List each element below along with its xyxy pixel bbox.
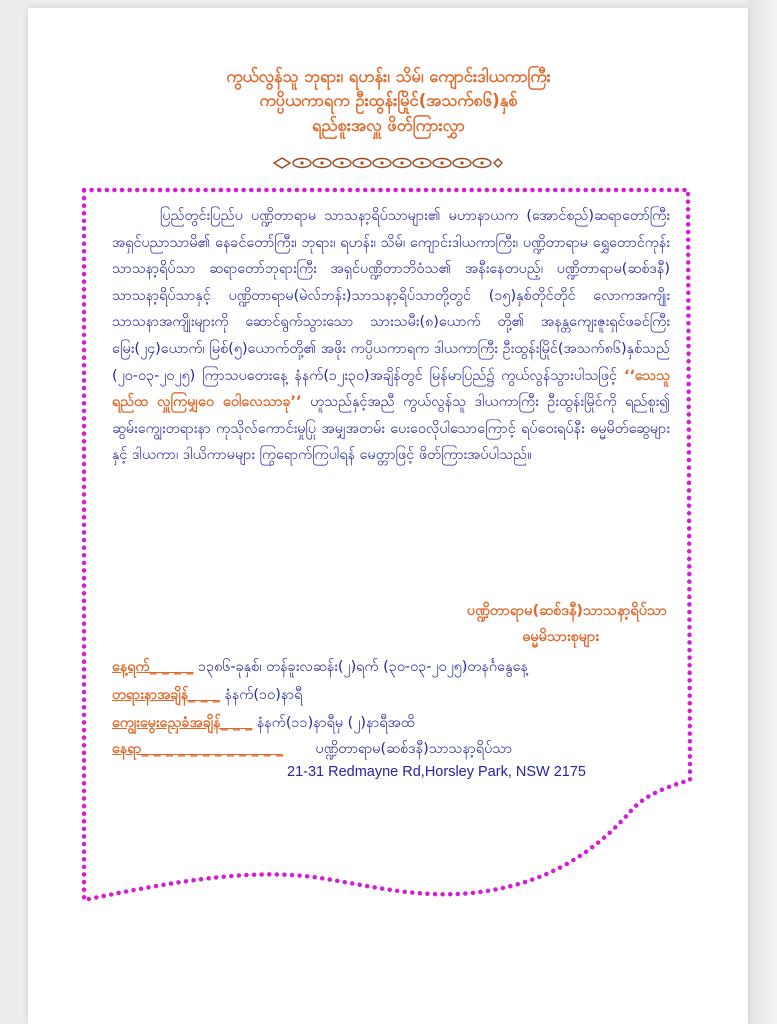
- body-paragraph-tail: ဟူသည်နှင့်အညီ ကွယ်လွန်သူ ဒါယကာကြီး ဦးထွန်းမြိုင်ကို ရည်စူး၍ ဆွမ်းကျွေးတရားနာ ကုသိုလ်ကောင်းမှုပြု အမျှအတမ်း ပေးဝေလိုပါသောကြောင့် ရပ်ဝေးရပ်နီး ဓမ္မမိတ်ဆွေများနှင့် ဒါယကာ၊ ဒါယိကာမများ ကြွရောက်ကြပါရန် မေတ္တာဖြင့် ဖိတ်ကြားအပ်ပါသည်။: [112, 394, 670, 464]
- meal-time-value: နံနက်(၁၁)နာရီမှ (၂)နာရီအထိ: [256, 715, 415, 731]
- detail-meal-time: [112, 712, 415, 734]
- meal-time-label: ကျွေးမွေးညှေခံအချိန်_ _ _: [112, 715, 253, 731]
- invitation-header-title: [0, 115, 777, 137]
- body-paragraph-main: ပြည်တွင်းပြည်ပ ပဏ္ဍိတာရာမ သာသနာ့ရိပ်သာများ၏ မဟာနာယက (အောင်စည်)ဆရာတော်ကြီး အရှင်ပညာသာမိ၏ နေခင်တော်ကြီး၊ ဘုရား၊ ရဟန်း၊ သိမ်၊ ကျောင်းဒါယကာကြီး၊ ပဏ္ဍိတာရာမ ရွှေတောင်ကုန်း သာသနာ့ရိပ်သာ ဆရာတော်ဘုရားကြီး အရှင်ပဏ္ဍိတာဘိဝံသ၏ အနီးနေတပည့်၊ ပဏ္ဍိတာရာမ(ဆစ်ဒနီ) သာသနာ့ရိပ်သာနှင့် ပဏ္ဍိတာရာမ(မဲလ်ဘန်း)သာသနာ့ရိပ်သာတို့တွင် (၁၅)နှစ်တိုင်တိုင် လောကအကျိုး သာသနာအကျိုးများကို ဆောင်ရွက်သွားသော သားသမီး(၈)ယောက် တို့၏ အနန္တကျေးဇူးရှင်ဖခင်ကြီး မြေး(၂၄)ယောက်၊ မြစ်(၅)ယောက်တို့၏ အဖိုး ကပ္ပိယကာရက ဒါယကာကြီး ဦးထွန်းမြိုင်(အသက်၈၆)နှစ်သည် (၂၀-၀၃-၂၀၂၅) ကြာသပတေးနေ့ နံနက်(၁၂း၃၀)အချိန်တွင် မြန်မာပြည်၌ ကွယ်လွန်သွားပါသဖြင့်: [112, 208, 670, 384]
- invitation-header: [0, 66, 777, 88]
- venue-value: ပဏ္ဍိတာရာမ(ဆစ်ဒနီ)သာသနာ့ရိပ်သာ: [315, 741, 513, 757]
- venue-label: နေရာ_ _ _ _ _ _ _ _ _ _ _ _: [112, 741, 283, 757]
- ornament-divider: [272, 156, 504, 170]
- signature-family: ဓမ္မမိသားစုများ: [522, 629, 599, 645]
- detail-date: [112, 656, 528, 678]
- signature-organization: ပဏ္ဍိတာရာမ(ဆစ်ဒနီ)သာသနာ့ရိပ်သာ: [466, 603, 667, 619]
- detail-venue: [112, 738, 512, 760]
- body-quote-phrase: ‘‘သေသူရည်ထ လှူကြမျှဝေ ဝေါလေသာခု’’: [112, 367, 670, 411]
- detail-dhamma-time: [112, 684, 302, 706]
- venue-address: 21-31 Redmayne Rd,Horsley Park, NSW 2175: [287, 764, 586, 780]
- invitation-body: [112, 203, 670, 469]
- header-line-name: ကပ္ပိယကာရက ဦးထွန်းမြိုင်(အသက်၈၆)နှစ်: [259, 91, 518, 110]
- page-shadow: [748, 0, 777, 1024]
- dhamma-time-value: နံနက်(၁၀)နာရီ: [224, 687, 303, 703]
- date-value: ၁၃၈၆-ခုနှစ်၊ တန်ခူးလဆန်း(၂)ရက် (၃၀-၀၃-၂၀၂၅)တနင်္ဂနွေနေ့: [198, 659, 528, 675]
- header-line-deceased: ကွယ်လွန်သူ ဘုရား၊ ရဟန်း၊ သိမ်၊ ကျောင်းဒါယကာကြီး: [226, 67, 551, 86]
- dhamma-time-label: တရားနာအချိန်_ _ _: [112, 687, 220, 703]
- header-line-title: ရည်စူးအလှူ ဖိတ်ကြားလွှာ: [312, 116, 465, 135]
- invitation-header-name: [0, 90, 777, 112]
- date-label: နေ့ရက်_ _ _ _: [112, 659, 194, 675]
